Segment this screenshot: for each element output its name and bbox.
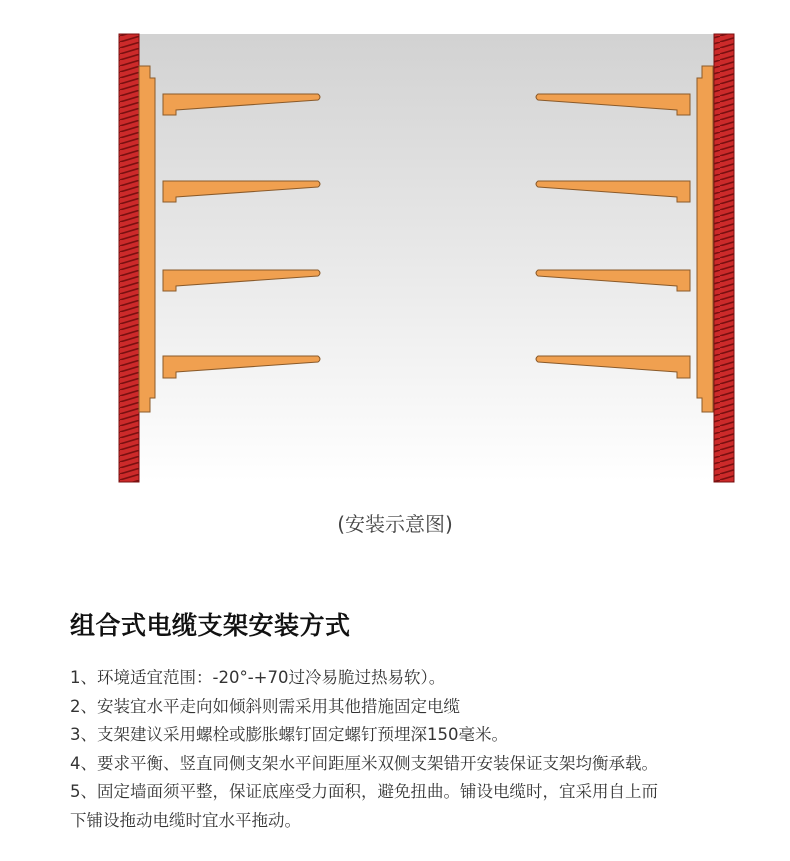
left-wall [119,34,139,482]
right-wall [714,34,734,482]
step-item: 1、环境适宜范围：-20°-+70过冷易脆过热易软）。 [70,668,446,687]
step-item: 3、支架建议采用螺栓或膨胀螺钉固定螺钉预埋深150毫米。 [70,725,508,744]
step-item: 下铺设拖动电缆时宜水平拖动。 [70,810,301,830]
step-item: 5、固定墙面须平整，保证底座受力面积，避免扭曲。铺设电缆时，宜采用自上而 [70,782,658,801]
section-heading: 组合式电缆支架安装方式 [70,611,351,640]
diagram-caption: (安装示意图) [337,512,453,536]
step-item: 2、安装宜水平走向如倾斜则需采用其他措施固定电缆 [70,696,460,716]
left-mounting-channel [139,66,155,412]
installation-steps [70,664,780,835]
right-mounting-channel [697,66,713,412]
step-item: 4、要求平衡、竖直同侧支架水平间距厘米双侧支架错开安装保证支架均衡承载。 [70,753,658,773]
